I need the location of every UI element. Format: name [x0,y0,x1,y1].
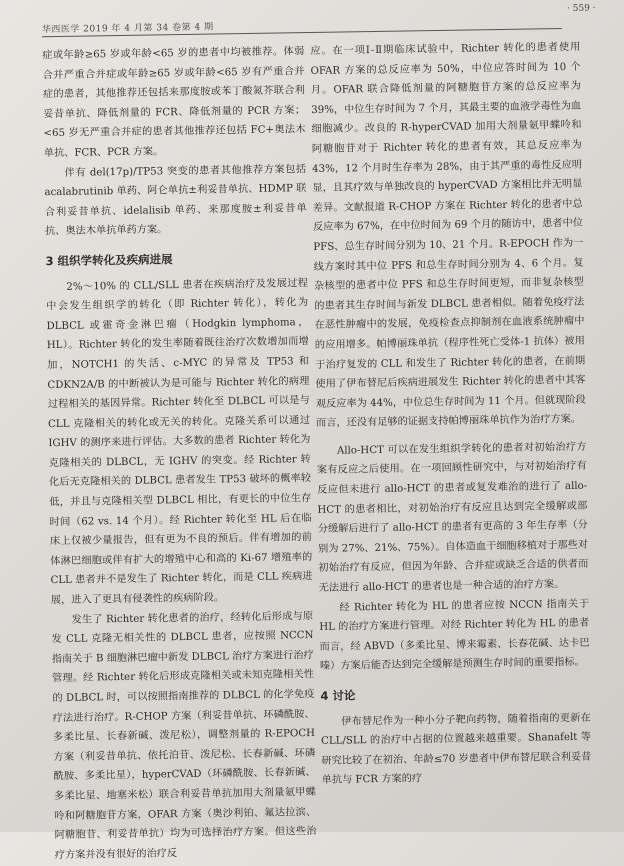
paragraph: 应。在一项Ⅰ-Ⅱ期临床试验中，Richter 转化的患者使用 OFAR 方案的总反应率为 50%，中位应答时间为 10 个月。OFAR 联合降低剂量的阿糖胞苷方案的总反应率为 39%，中位生存时间为 7 个月，其最主要的血液学毒性为血细胞减少。改良的 R-hyperCVAD 加用大剂量氨甲蝶呤和阿糖胞苷对于 Richter 转化的患者有效，其总反应率为 43%，12 个月时生存率为 28%，由于其严重的毒性反应明显，且其疗效与单独改良的 hyperCVAD 方案相比并无明显差异。文献报道 R-CHOP 方案在 Richter 转化的患者中总反应率为 67%，在中位时间为 69 个月的随访中，患者中位 PFS、总生存时间分别为 10、21 个月。R-EPOCH 作为一线方案时其中位 PFS 和总生存时间分别为 4、6 个月。复杂核型的患者中位 PFS 和总生存时间更短，而非复杂核型的患者其生存时间与新发 DLBCL 患者相似。随着免疫疗法在恶性肿瘤中的发展，免疫检查点抑制剂在血液系统肿瘤中的应用增多。帕博丽珠单抗（程序性死亡受体-1 抗体）被用于治疗复发的 CLL 和发生了 Richter 转化的患者，在前期使用了伊布替尼后疾病进展发生 Richter 转化的患者中其客观反应率为 44%，中位总生存时间为 11 个月。但就现阶段而言，还没有足够的证据支持帕博丽珠单抗作为治疗方案。 [310,41,586,430]
paragraph: 经 Richter 转化为 HL 的患者应按 NCCN 指南关于 HL 的治疗方案进行管理。对经 Richter 转化为 HL 的患者而言，经 ABVD（多柔比星、博来霉素、长春花碱、达卡巴嗪）方案后能否达到完全缓解是预测生存时间的重要指标。 [319,598,590,673]
left-column [42,42,317,865]
paragraph: 发生了 Richter 转化患者的治疗，经转化后形成与原发 CLL 克隆无相关性的 DLBCL 患者，应按照 NCCN 指南关于 B 细胞淋巴瘤中新发 DLBCL 治疗方案进行治疗管理。经 Richter 转化后形成克隆相关或未知克隆相关性的 DLBCL 时，可以按照指南推荐的 DLBCL 的化学免疫疗法进行治疗。R-CHOP 方案（利妥昔单抗、环磷酰胺、多柔比星、长春新碱、泼尼松），调整剂量的 R-EPOCH 方案（利妥昔单抗、依托泊苷、泼尼松、长春新碱、环磷酰胺、多柔比星），hyperCVAD（环磷酰胺、长春新碱、多柔比星、地塞米松）联合利妥昔单抗加用大剂量氨甲蝶呤和阿糖胞苷方案，OFAR 方案（奥沙利铂、氟达拉滨、阿糖胞苷、利妥昔单抗）均为可选择治疗方案。但这些治疗方案并没有很好的治疗反 [51,610,317,861]
paragraph: 伴有 del(17p)/TP53 突变的患者其他推荐方案包括 acalabrutinib 单药、阿仑单抗±利妥昔单抗、HDMP 联合利妥昔单抗、idelalisib 单药、来那度胺±利妥昔单抗、奥法木单抗单药方案。 [44,163,307,238]
paragraph: 症或年龄≥65 岁或年龄<65 岁的患者中均被推荐。体弱合并严重合并症或年龄≥65 岁或年龄<65 岁有严重合并症的患者，其他推荐还包括来那度胺或苯丁酸氮芥联合利妥昔单抗、降低剂量的 FCR、降低剂量的 PCR 方案；<65 岁无严重合并症的患者其他推荐还包括 FC+奥法木单抗、FCR、PCR 方案。 [42,46,306,160]
journal-title: 华西医学 2019 年 4 月第 34 卷第 4 期 [41,22,214,36]
page-number: · 559 · [566,3,596,14]
paragraph: Allo-HCT 可以在发生组织学转化的患者对初始治疗方案有反应之后使用。在一项回顾性研究中，与对初始治疗有反应但未进行 allo-HCT 的患者或复发难治的进行了 allo-HCT 的患者相比，对初始治疗有反应且达到完全缓解或部分缓解后进行了 allo-HCT 的患者有更高的 3 年生存率（分别为 27%、21%、75%）。自体造血干细胞移植对于那些对初始治疗有反应，但因为年龄、合并症或缺乏合适的供者而无法进行 allo-HCT 的患者也是一种合适的治疗方案。 [316,441,589,594]
running-header [41,3,596,37]
paragraph: 伊布替尼作为一种小分子靶向药物，随着指南的更新在 CLL/SLL 的治疗中占据的位置越来越重要。Shanafelt 等研究比较了在初治、年龄≤70 岁患者中伊布替尼联合利妥昔单抗与 FCR 方案的疗 [321,712,592,787]
section-heading-4: 4 讨论 [320,688,356,703]
right-column [310,38,592,791]
section-heading-3: 3 组织学转化及疾病进展 [45,252,173,269]
paragraph: 2%～10% 的 CLL/SLL 患者在疾病治疗及发展过程中会发生组织学的转化（即 Richter 转化），转化为 DLBCL 或霍奇金淋巴瘤（Hodgkin lymphoma，HL）。Richter 转化的发生率随着既往治疗次数增加而增加，NOTCH1 的失活、c-MYC 的异常及 TP53 和 CDKN2A/B 的中断被认为是可能与 Richter 转化的病理过程相关的基因异常。Richter 转化至 DLBCL 可以是与 CLL 克隆相关的转化或无关的转化。克隆关系可以通过 IGHV 的测序来进行评估。大多数的患者 Richter 转化为克隆相关的 DLBCL，无 IGHV 的突变。经 Richter 转化后无克隆相关的 DLBCL 患者发生 TP53 破坏的概率较低，并且与克隆相关型 DLBCL 相比，有更长的中位生存时间（62 vs. 14 个月）。经 Richter 转化至 HL 后在临床上仅被少量报告，但有更为不良的预后。伴有增加的前体淋巴细胞或伴有扩大的增殖中心和高的 Ki-67 增殖率的 CLL 患者并不是发生了 Richter 转化，而是 CLL 疾病进展，进入了更具有侵袭性的疾病阶段。 [46,277,313,607]
